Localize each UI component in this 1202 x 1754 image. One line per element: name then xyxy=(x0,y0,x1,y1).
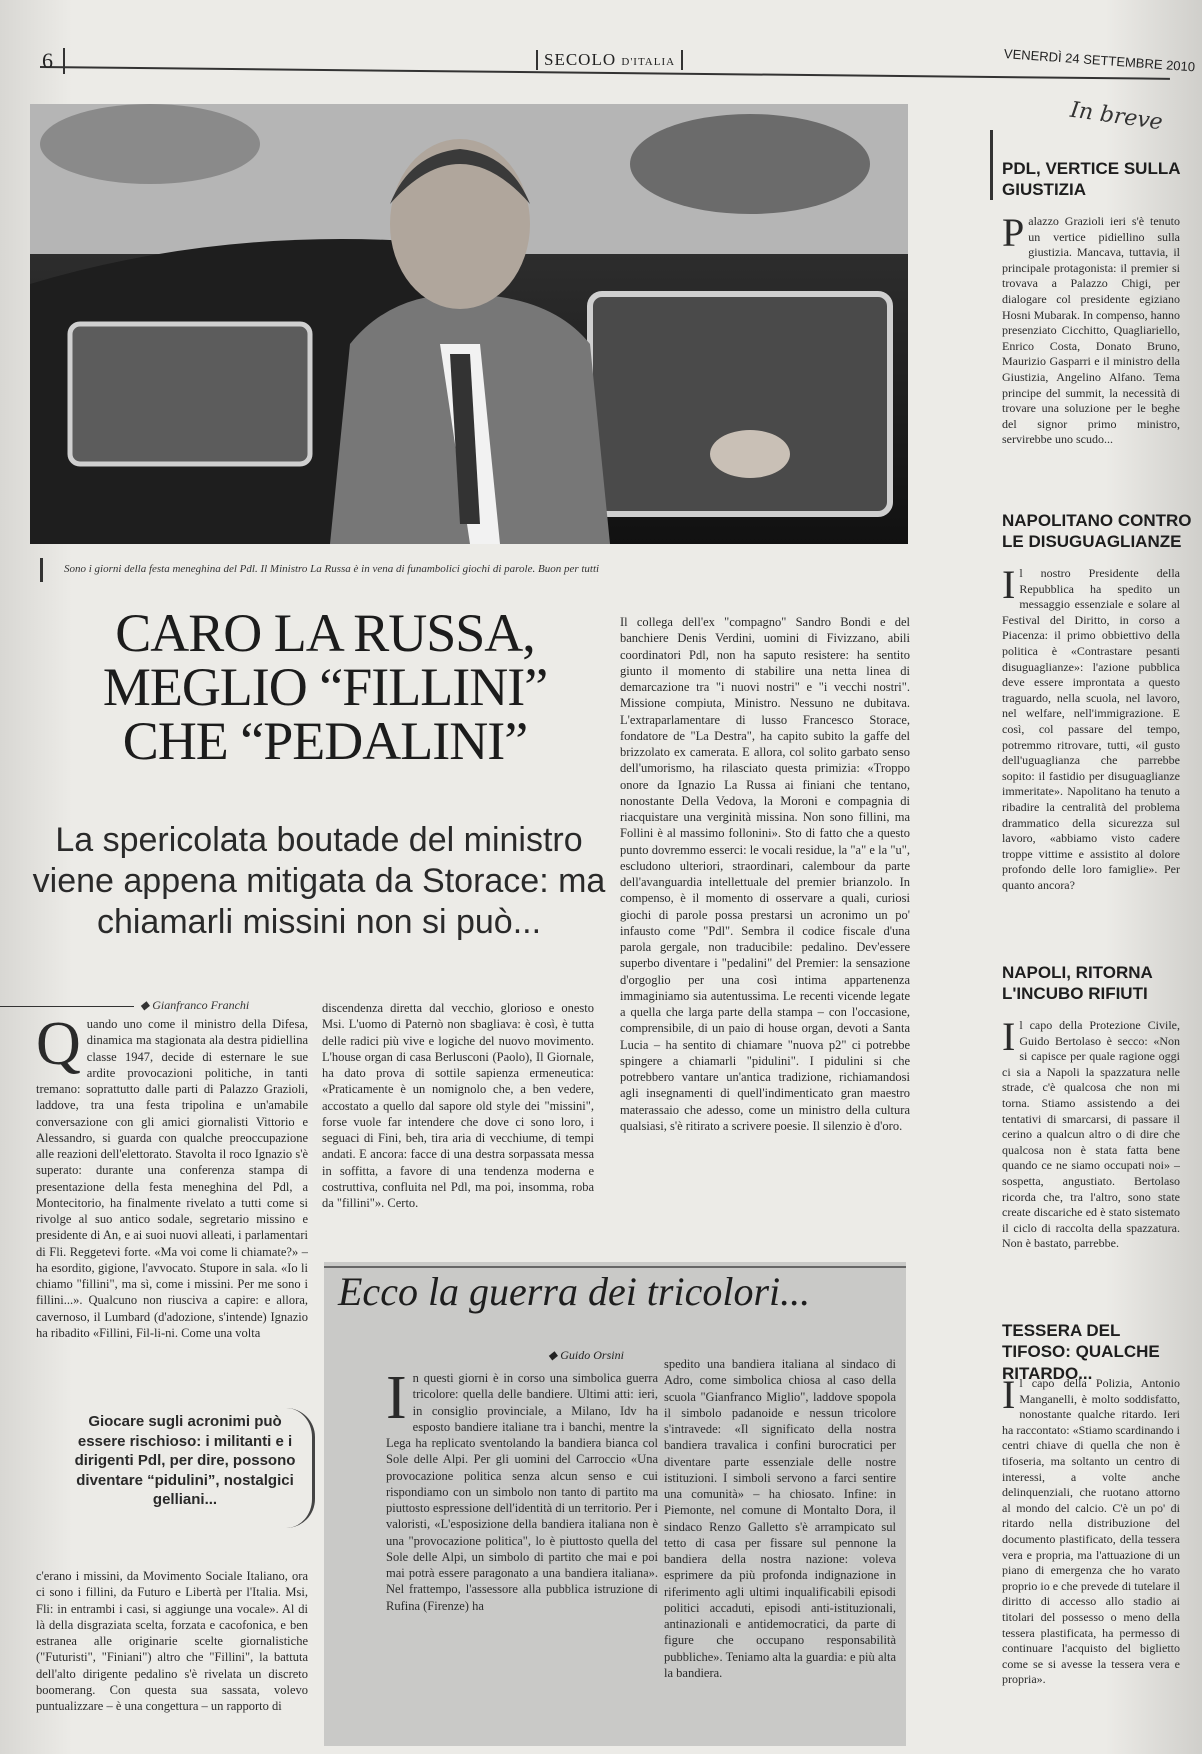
sidebar-box-byline: ◆ Guido Orsini xyxy=(548,1348,624,1362)
paper-name xyxy=(536,50,683,70)
byline-name: Gianfranco Franchi xyxy=(152,998,250,1012)
article-column-3-text: Il collega dell'ex "compagno" Sandro Bondi e del banchiere Denis Verdini, uomini di Fivizzano, abili coordinatori Pdl, non ha saputo resistere: ha sentito giunto il momento di stabilire una netta linea di demarcazione tra "i nuovi nostri" e "i vecchi nostri". Missione compiuta, Ministro. Nessuno ne dubitava. L'extraparlamentare di lusso Francesco Storace, fondatore de "La Destra", ha capito subito la gaffe del brizzolato ex camerata. E allora, col solito garbato senso dell'umorismo, ha rilasciato questa primizia: «Troppo onore da Ignazio La Russa ai finiani che tentano, nonostante Della Vedova, la Moroni e compagnia di riacquistare una verginità missina. Non sono fillini, ma Follini è al massimo follonini». Sto di fatto che a questo punto dovremmo esserci: le vocali residue, la "a" e la "u", escludono ulteriori, straordinari, calembour da parte dell'avanguardia intellettuale del premier brianzolo. In compenso, è il momento di osservare a quali, curiosi giochi di parole possa prestarsi un acronimo un po' infausto come "Pdl". Sembra il codice fiscale d'una parola gergale, non traducibile: pedalino. Dev'essere superbo diventare i "pedalini" del Premier: la sensazione d'orgoglio per una così intima appartenenza immaginiamo sia autentussima. Le recenti vicende legate a quella che larga parte della stampa – con l'occasione, comprensibile, di un paio di house organ, devoti a Santa Lucia – ha sentito di chiamare "nuova p2" ci potrebbe spingere a chiamarli "pidulini". I pidulini si che potrebbero vantare un'antica tradizione, richiamandosi agli insegnamenti di quell'indimenticato gran maestro materassaio che adesso, come un ministro della cultura qualsiasi, s'è ritirato a scrivere poesie. Il silenzio è d'oro. xyxy=(620,615,910,1133)
article-column-1-continued xyxy=(36,1568,308,1748)
brief-body xyxy=(1002,1018,1180,1308)
brief-body xyxy=(1002,1376,1180,1746)
brief-body xyxy=(1002,566,1180,938)
sidebar-box-column-1-text: n questi giorni è in corso una simbolica guerra tricolore: quella delle bandiere. Ultimi atti: ieri, in consiglio provinciale, a Milano, Idv ha esposto bandiere italiane tra i banchi, mentre la Lega ha replicato sventolando la bandiera bianca col Sole delle Alpi. Per gli uomini del Carroccio «Una provocazione politica senza alcun senso e cui rispondiamo con un simbolo non tanto di partito ma piuttosto espressione dell'identità di un territorio. Per i valoristi, «L'esposizione della bandiera italiana non è una "provocazione politica", lo è piuttosto quella del Sole delle Alpi, un simbolo di partito che mai e poi mai potrà essere paragonato a una bandiera italiana». Nel frattempo, l'assessore alla pubblica istruzione di Rufina (Firenze) ha xyxy=(386,1371,658,1613)
article-column-1 xyxy=(36,1016,308,1398)
brief-body-text: l nostro Presidente della Repubblica ha spedito un messaggio essenziale e solare al Festival del Diritto, in corso a Piacenza: il primo obbiettivo della politica è «Contrastare pesanti disuguaglianze»: l'azione pubblica deve essere improntata a questo traguardo, nella scuola, nel lavoro, nel welfare, nell'immigrazione. E così, col passare del tempo, potremmo ritrovare, tutti, «il gusto dell'uguaglianza che parrebbe sopito: il fastidio per disuguaglianze immeritate». Napolitano ha tenuto a ribadire la centralità del problema drammatico della sicurezza sul lavoro, «abbiamo visto cadere troppe vittime e assistito al dolore profondo delle loro famiglie». Per quanto ancora? xyxy=(1002,566,1180,892)
brief-body-text: l capo della Protezione Civile, Guido Bertolaso è secco: «Non si capisce per quale ragione oggi ci sia a Napoli la spazzatura nelle strade, c'è qualcosa che non mi torna. Stiamo assistendo a dei tentativi di smarcarsi, di passare il cerino a qualcun altro o di dire che qualcosa non è stata fatta bene quando ce ne siamo occupati noi» – sospetta, angustiato. Bertolaso ricorda che, tra l'altro, sono state create discariche ed è stato sistemato il ciclo di raccolta della spazzatura. Non è bastato, parrebbe. xyxy=(1002,1018,1180,1251)
brief-title: TESSERA DEL TIFOSO: QUALCHE RITARDO... xyxy=(1002,1321,1160,1383)
article-column-3 xyxy=(620,614,910,1232)
box-byline-name: Guido Orsini xyxy=(560,1348,624,1362)
paper-name-suffix: D'ITALIA xyxy=(621,56,676,68)
sidebar-box-column-1 xyxy=(386,1370,658,1740)
pull-quote-brace xyxy=(286,1408,315,1528)
article-column-2-text: discendenza diretta dal vecchio, glorioso e onesto Msi. L'uomo di Paternò non sbagliava: è così, è tutta delle radici più vive e logiche del nuovo movimento. L'house organ di casa Berlusconi (Paolo), Il Giornale, ha dato prova di sottile sapienza ermeneutica: «Praticamente è un nomignolo che, a ben vedere, accostato a quello dal sapore old style dei "missini", forse vuole far intendere che dove ci sono loro, i seguaci di Fini, beh, tira aria di vecchiume, di tempi andati. E ancora: facce di una destra sorpassata messa in soffitta, a favore di una tendenza moderna e costruttiva, confluita nel Pdl, ma poi, insomma, roba da "fillini"». Certo. xyxy=(322,1001,594,1210)
article-column-1-continued-text: c'erano i missini, da Movimento Sociale Italiano, ora ci sono i fillini, da Futuro e Libertà per l'Italia. Msi, Fli: in entrambi i casi, si aggiunge una vocale». Al di là della disgraziata scelta, forzata e cacofonica, e ben estranea alle originarie scelte giornalistiche ("Futuristi", "Finiani") altro che "Fillini", la battuta dell'alto dirigente pedalino s'è rivelata un discreto boomerang. Con questa sua sassata, volevo puntualizzare – è una congettura – un rapporto di xyxy=(36,1569,308,1713)
article-column-1-text: uando uno come il ministro della Difesa, dinamica ma stagionata ala destra pidiellina classe 1947, decide di esternare le sue ardite provocazioni politiche, in tanti tremano: soprattutto dalle parti di Palazzo Grazioli, laddove, tra una festa tripolina e un'amabile conversazione con gli amici giornalisti Vittorio e Alessandro, si guarda con qualche preoccupazione alle reazioni dell'elettorato. Stavolta il roco Ignazio s'è superato: durante una conferenza stampa di presentazione della festa meneghina del Pdl, a Montecitorio, ha finalmente rivelato a tutti come si rivolge al suo antico sodale, segretario missino e presidente di An, e ai suoi nuovi alleati, i parlamentari di Fli. Reggetevi forte. «Ma voi come li chiamate?» – ha esordito, gigione, l'avvocato. Stupore in sala. «Io li chiamo "fillini", ma sì, come i missini. Per me sono i fillini...». Qualcuno non riusciva a capire: e allora, cavernoso, il Lumbard (d'adozione, s'intende) Ignazio ha ribadito «Fillini, Fil-li-ni. Come una volta xyxy=(36,1017,308,1340)
issue-date: VENERDÌ 24 SETTEMBRE 2010 xyxy=(1003,46,1196,75)
lead-photo-image xyxy=(30,104,908,544)
brief-title: NAPOLITANO CONTRO LE DISUGUAGLIANZE xyxy=(1002,511,1192,552)
article-column-2 xyxy=(322,1000,594,1232)
caption-bar xyxy=(40,558,43,582)
brief-dropcap: I xyxy=(1002,1018,1016,1059)
article-headline xyxy=(50,603,600,771)
brief-title: NAPOLI, RITORNA L'INCUBO RIFIUTI xyxy=(1002,963,1153,1004)
article-subheadline: La spericolata boutade del ministro viene appena mitigata da Storace: ma chiamarli missini non si può... xyxy=(32,821,606,941)
headline-line: CHE “PEDALINI” xyxy=(122,711,528,771)
brief-dropcap: I xyxy=(1002,1376,1016,1417)
headline-line: MEGLIO “FILLINI” xyxy=(102,657,548,717)
brief-body-text: alazzo Grazioli ieri s'è tenuto un vertice pidiellino sulla giustizia. Mancava, tuttavia, il principale protagonista: il premier si trovava a Palazzo Chigi, per dialogare col presidente egiziano Hosni Mubarak. In compenso, hanno presenziato Cicchitto, Quagliariello, Enrico Costa, Donato Bruno, Maurizio Gasparri e il ministro della Giustizia, Angelino Alfano. Tema principe del summit, la necessità di trovare una soluzione per le beghe del signor primo ministro, servirebbe uno scudo... xyxy=(1002,214,1180,447)
briefs-label: In breve xyxy=(1068,97,1165,136)
headline-line: CARO LA RUSSA, xyxy=(115,603,535,663)
brief-title: PDL, VERTICE SULLA GIUSTIZIA xyxy=(1002,159,1180,200)
sidebar-box-column-2-text: spedito una bandiera italiana al sindaco di Adro, come simbolica chiosa al caso della scuola "Gianfranco Miglio", laddove spopola il simbolo padanoide e nessun tricolore s'intravede: «Il significato della nostra bandiera travalica i confini burocratici per diventare parte essenziale delle nostre istituzioni. I simboli servono a farci sentire una comunità» – ha chiosato. Infine: in Piemonte, nel comune di Montalto Dora, il sindaco Renzo Galletto s'è arrampicato sul tetto di casa per fissare sul pennone la bandiera della nostra nazione: voleva esprimere da più profonda indignazione in riferimento agli ultimi inqualificabili episodi politici accaduti, episodi anti-istituzionali, antinazionali e antidemocratici, da parte di figure che occupano responsabilità pubbliche». Teniamo alta la guardia: e più alta la bandiera. xyxy=(664,1357,896,1680)
paper-name-main: SECOLO xyxy=(544,50,617,69)
brief-body xyxy=(1002,214,1180,506)
brief-dropcap: I xyxy=(1002,566,1016,607)
box-dropcap: I xyxy=(386,1370,407,1432)
sidebar-box-title: Ecco la guerra dei tricolori... xyxy=(338,1269,811,1314)
sidebar-box-column-2 xyxy=(664,1356,896,1740)
pull-quote: Giocare sugli acronimi può essere rischioso: i militanti e i dirigenti Pdl, per dire, possono diventare “pidulini”, nostalgici gelliani... xyxy=(74,1413,296,1508)
brief-body-text: l capo della Polizia, Antonio Manganelli, è molto soddisfatto, nonostante qualche ritardo. Ieri ha raccontato: «Stiamo scardinando i centri chiave di quella che non è tifoseria, ma soltanto un centro di interessi, a volte anche delinquenziali, che ruotano attorno al mondo del calcio. C'è un po' di ritardo nella distribuzione del documento plastificato, della tessera vera e propria, ma l'attuazione di un piano di emergenza che ho varato proprio io e che prevede di tutelare il diritto di accesso allo stadio ai titolari del possesso o meno della tessera plastificata, ha permesso di continuare l'acquisto del biglietto come se si avesse la tessera vera e propria». xyxy=(1002,1376,1180,1687)
brief-dropcap: P xyxy=(1002,214,1025,255)
article-dropcap: Q xyxy=(36,1016,81,1078)
article-byline: ◆ Gianfranco Franchi xyxy=(140,998,250,1012)
briefs-bar xyxy=(990,130,993,200)
photo-caption: Sono i giorni della festa meneghina del Pdl. Il Ministro La Russa è in vena di funambolici giochi di parole. Buon per tutti xyxy=(64,563,600,575)
page-number: 6 xyxy=(42,48,65,74)
lead-photo xyxy=(30,104,908,544)
